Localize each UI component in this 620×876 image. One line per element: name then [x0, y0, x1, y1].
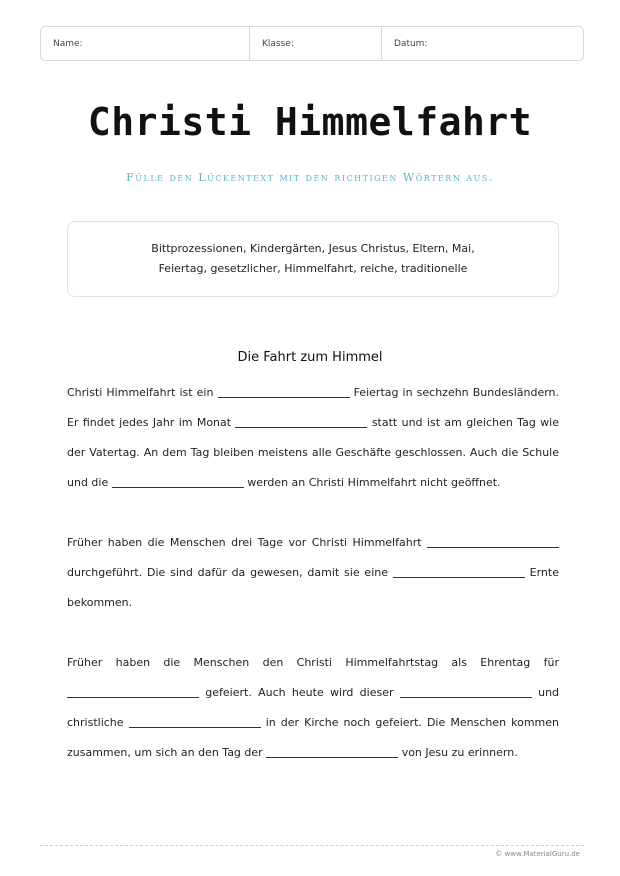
footer-divider — [40, 845, 584, 846]
instruction-subtitle: Fülle den Lückentext mit den richtigen Wörtern aus. — [126, 171, 494, 184]
blank-line[interactable] — [393, 576, 525, 578]
blank-line[interactable] — [129, 726, 261, 728]
paragraph-text: durchgeführt. Die sind dafür da gewesen, damit sie eine — [67, 566, 388, 579]
date-label: Datum: — [394, 38, 428, 49]
blank-line[interactable] — [67, 696, 199, 698]
paragraph-text: von Jesu zu erinnern. — [401, 746, 518, 759]
word-bank — [67, 221, 559, 297]
text-heading: Die Fahrt zum Himmel — [237, 350, 383, 365]
paragraph-1 — [67, 378, 559, 498]
blank-line[interactable] — [218, 396, 350, 398]
paragraph-text: in der Kirche noch gefeiert. Die Menschen kommen zusammen, um sich an den Tag der — [67, 716, 559, 759]
class-label: Klasse: — [262, 38, 294, 49]
blank-line[interactable] — [112, 486, 244, 488]
blank-line[interactable] — [266, 756, 398, 758]
footer-copyright: © www.MaterialGuru.de — [495, 850, 580, 858]
paragraph-text: Früher haben die Menschen drei Tage vor Christi Himmelfahrt — [67, 536, 422, 549]
paragraph-text: statt und ist am gleichen Tag wie der Vatertag. An dem Tag bleiben meistens alle Geschäfte geschlossen. Auch die Schule und die — [67, 416, 559, 489]
word-bank-line-1: Bittprozessionen, Kindergärten, Jesus Christus, Eltern, Mai, — [151, 242, 475, 255]
paragraph-3 — [67, 648, 559, 768]
paragraph-text: Feiertag in sechzehn Bundesländern. Er findet jedes Jahr im Monat — [67, 386, 560, 429]
word-bank-line-2: Feiertag, gesetzlicher, Himmelfahrt, reiche, traditionelle — [158, 262, 468, 275]
name-field[interactable] — [41, 27, 249, 60]
paragraph-text: werden an Christi Himmelfahrt nicht geöffnet. — [247, 476, 501, 489]
name-label: Name: — [53, 38, 83, 49]
blank-line[interactable] — [427, 546, 559, 548]
paragraph-text: und christliche — [67, 686, 560, 729]
blank-line[interactable] — [400, 696, 532, 698]
blank-line[interactable] — [235, 426, 367, 428]
class-field[interactable] — [249, 27, 381, 60]
paragraph-text: Christi Himmelfahrt ist ein — [67, 386, 214, 399]
paragraph-text: Ernte bekommen. — [67, 566, 559, 609]
page-title: Christi Himmelfahrt — [87, 100, 533, 144]
student-info-header — [40, 26, 584, 61]
paragraph-text: gefeiert. Auch heute wird dieser — [205, 686, 394, 699]
paragraph-text: Früher haben die Menschen den Christi Himmelfahrtstag als Ehrentag für — [67, 656, 559, 669]
date-field[interactable] — [381, 27, 583, 60]
paragraph-2 — [67, 528, 559, 618]
